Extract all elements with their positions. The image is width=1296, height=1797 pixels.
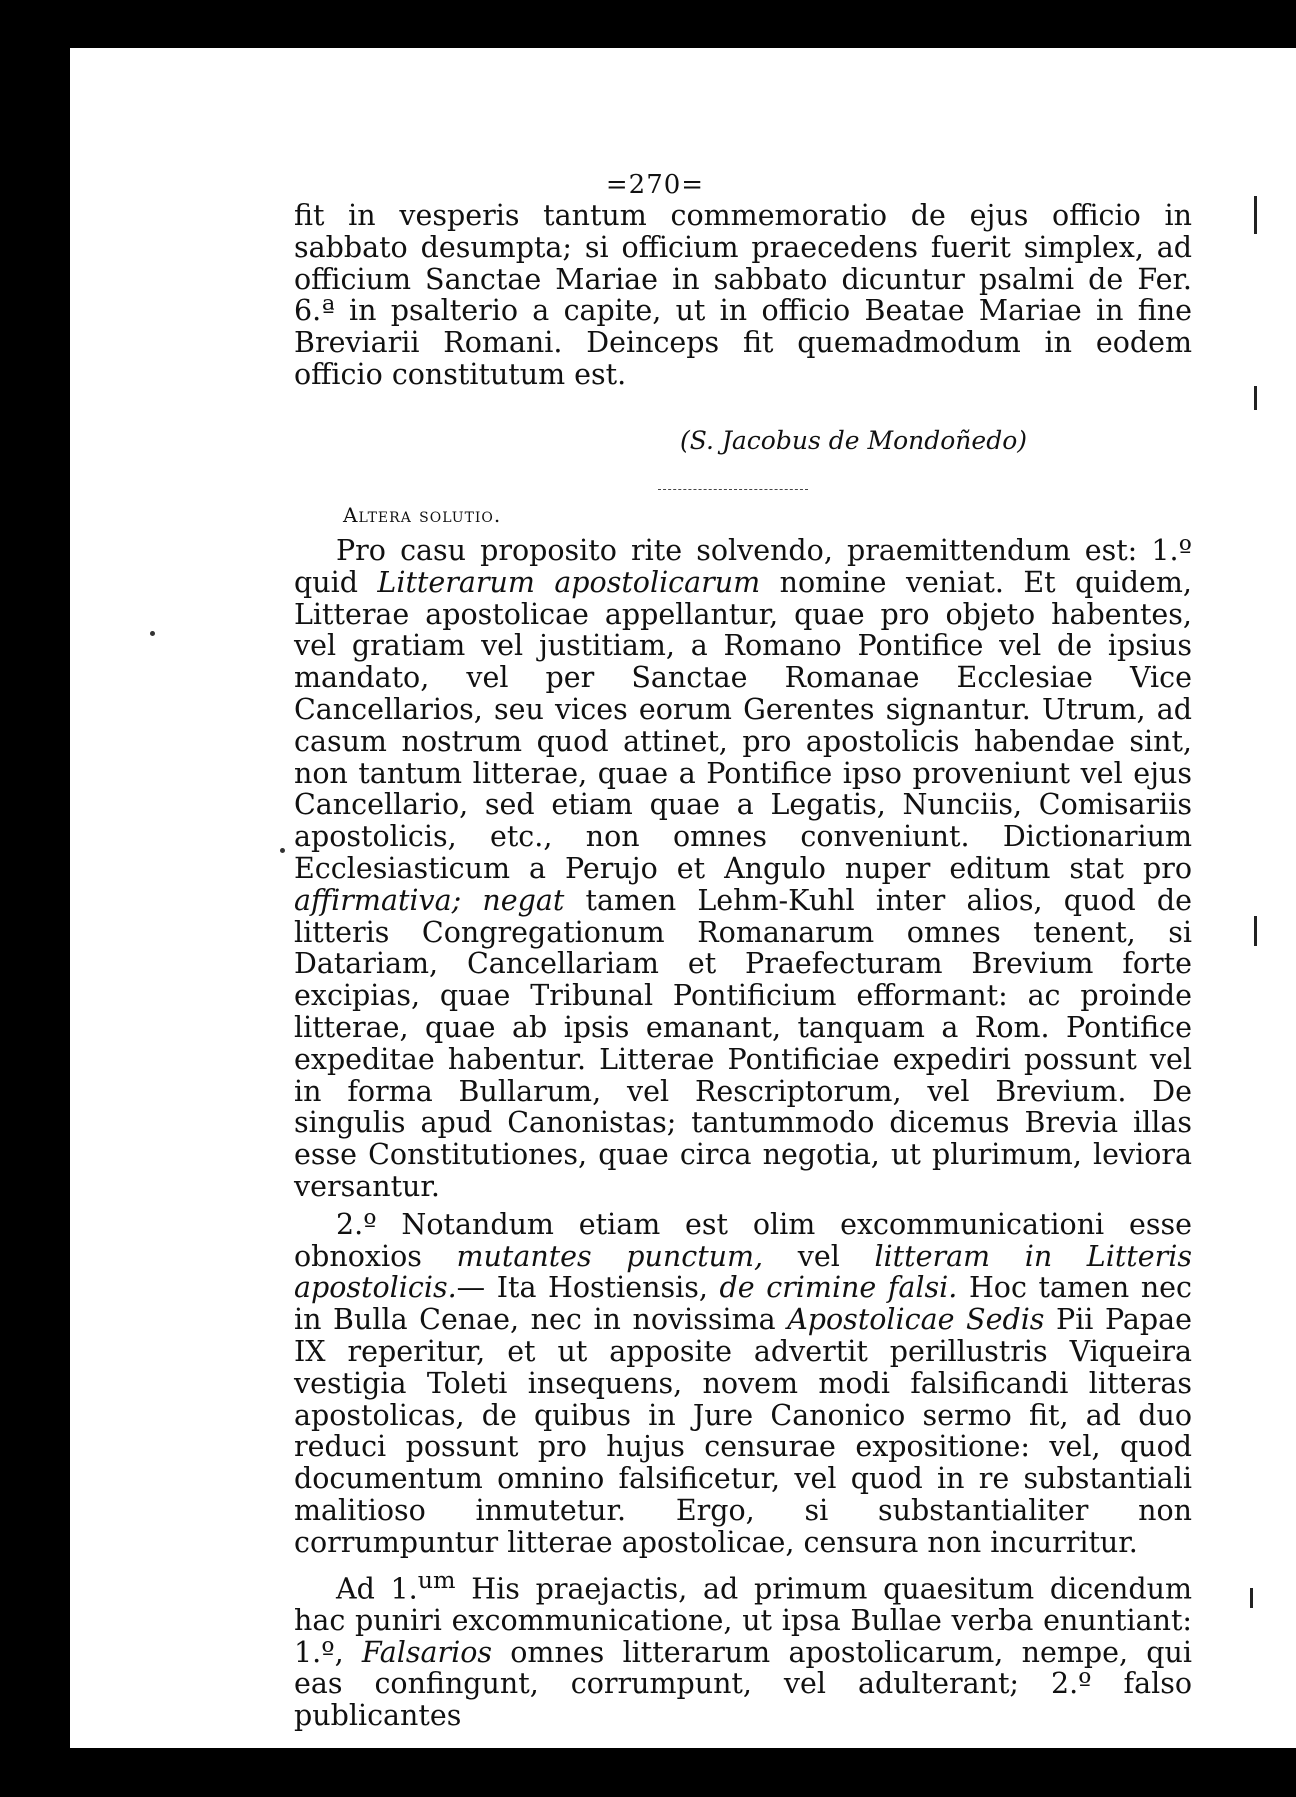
main-text	[294, 535, 1192, 1732]
adjacent-page-edge	[1240, 48, 1296, 1748]
edge-mark	[1250, 1588, 1253, 1608]
section-divider	[658, 489, 808, 490]
edge-mark	[1254, 386, 1257, 410]
page-number: =270=	[605, 170, 705, 200]
intro-text	[294, 200, 1192, 391]
signature: (S. Jacobus de Mondoñedo)	[680, 426, 1027, 455]
scan-speck	[280, 848, 285, 853]
edge-mark	[1254, 196, 1257, 234]
paragraph-3: Ad 1.$^{um}$ His praejactis, ad primum quaesitum dicendum hac puniri excommunicatione, ut ipsa Bullae verba enuntiant: 1.º, Falsarios omnes litterarum apostolicarum, nempe, qui eas confingunt, corrumpunt, vel adulterant; 2.º falso publicantes	[294, 1565, 1192, 1733]
intro-paragraph: fit in vesperis tantum commemoratio de ejus officio in sabbato desumpta; si officium praecedens fuerit simplex, ad officium Sanctae Mariae in sabbato dicuntur psalmi de Fer. 6.ª in psalterio a capite, ut in officio Beatae Mariae in fine Breviarii Romani. Deinceps fit quemadmodum in eodem officio constitutum est.	[294, 199, 1192, 391]
paragraph-1: Pro casu proposito rite solvendo, praemittendum est: 1.º quid Litterarum apostolicarum nomine veniat. Et quidem, Litterae apostolicae appellantur, quae pro objeto habentes, vel gratiam vel justitiam, a Romano Pontifice vel de ipsius mandato, vel per Sanctae Romanae Ecclesiae Vice Cancellarios, seu vices eorum Gerentes signantur. Utrum, ad casum nostrum quod attinet, pro apostolicis habendae sint, non tantum litterae, quae a Pontifice ipso proveniunt vel ejus Cancellario, sed etiam quae a Legatis, Nunciis, Comisariis apostolicis, etc., non omnes conveniunt. Dictionarium Ecclesiasticum a Perujo et Angulo nuper editum stat pro affirmativa; negat tamen Lehm-Kuhl inter alios, quod de litteris Congregationum Romanarum omnes tenent, si Datariam, Cancellariam et Praefecturam Brevium forte excipias, quae Tribunal Pontificium efformant: ac proinde litterae, quae ab ipsis emanant, tanquam a Rom. Pontifice expeditae habentur. Litterae Pontificiae expediri possunt vel in forma Bullarum, vel Rescriptorum, vel Brevium. De singulis apud Canonistas; tantummodo dicemus Brevia illas esse Constitutiones, quae circa negotia, ut plurimum, leviora versantur.	[294, 534, 1193, 1203]
section-heading: Altera solutio.	[343, 503, 502, 527]
edge-mark	[1254, 916, 1257, 946]
paragraph-2: 2.º Notandum etiam est olim excommunicationi esse obnoxios mutantes punctum, vel litteram in Litteris apostolicis.— Ita Hostiensis, de crimine falsi. Hoc tamen nec in Bulla Cenae, nec in novissima Apostolicae Sedis Pii Papae IX reperitur, et ut apposite advertit perillustris Viqueira vestigia Toleti insequens, novem modi falsificandi litteras apostolicas, de quibus in Jure Canonico sermo fit, ad duo reduci possunt pro hujus censurae expositione: vel, quod documentum omnino falsificetur, vel quod in re substantiali malitioso inmutetur. Ergo, si substantialiter non corrumpuntur litterae apostolicae, censura non incurritur.	[294, 1207, 1193, 1559]
scanned-page	[70, 48, 1240, 1748]
scan-speck	[150, 631, 155, 636]
